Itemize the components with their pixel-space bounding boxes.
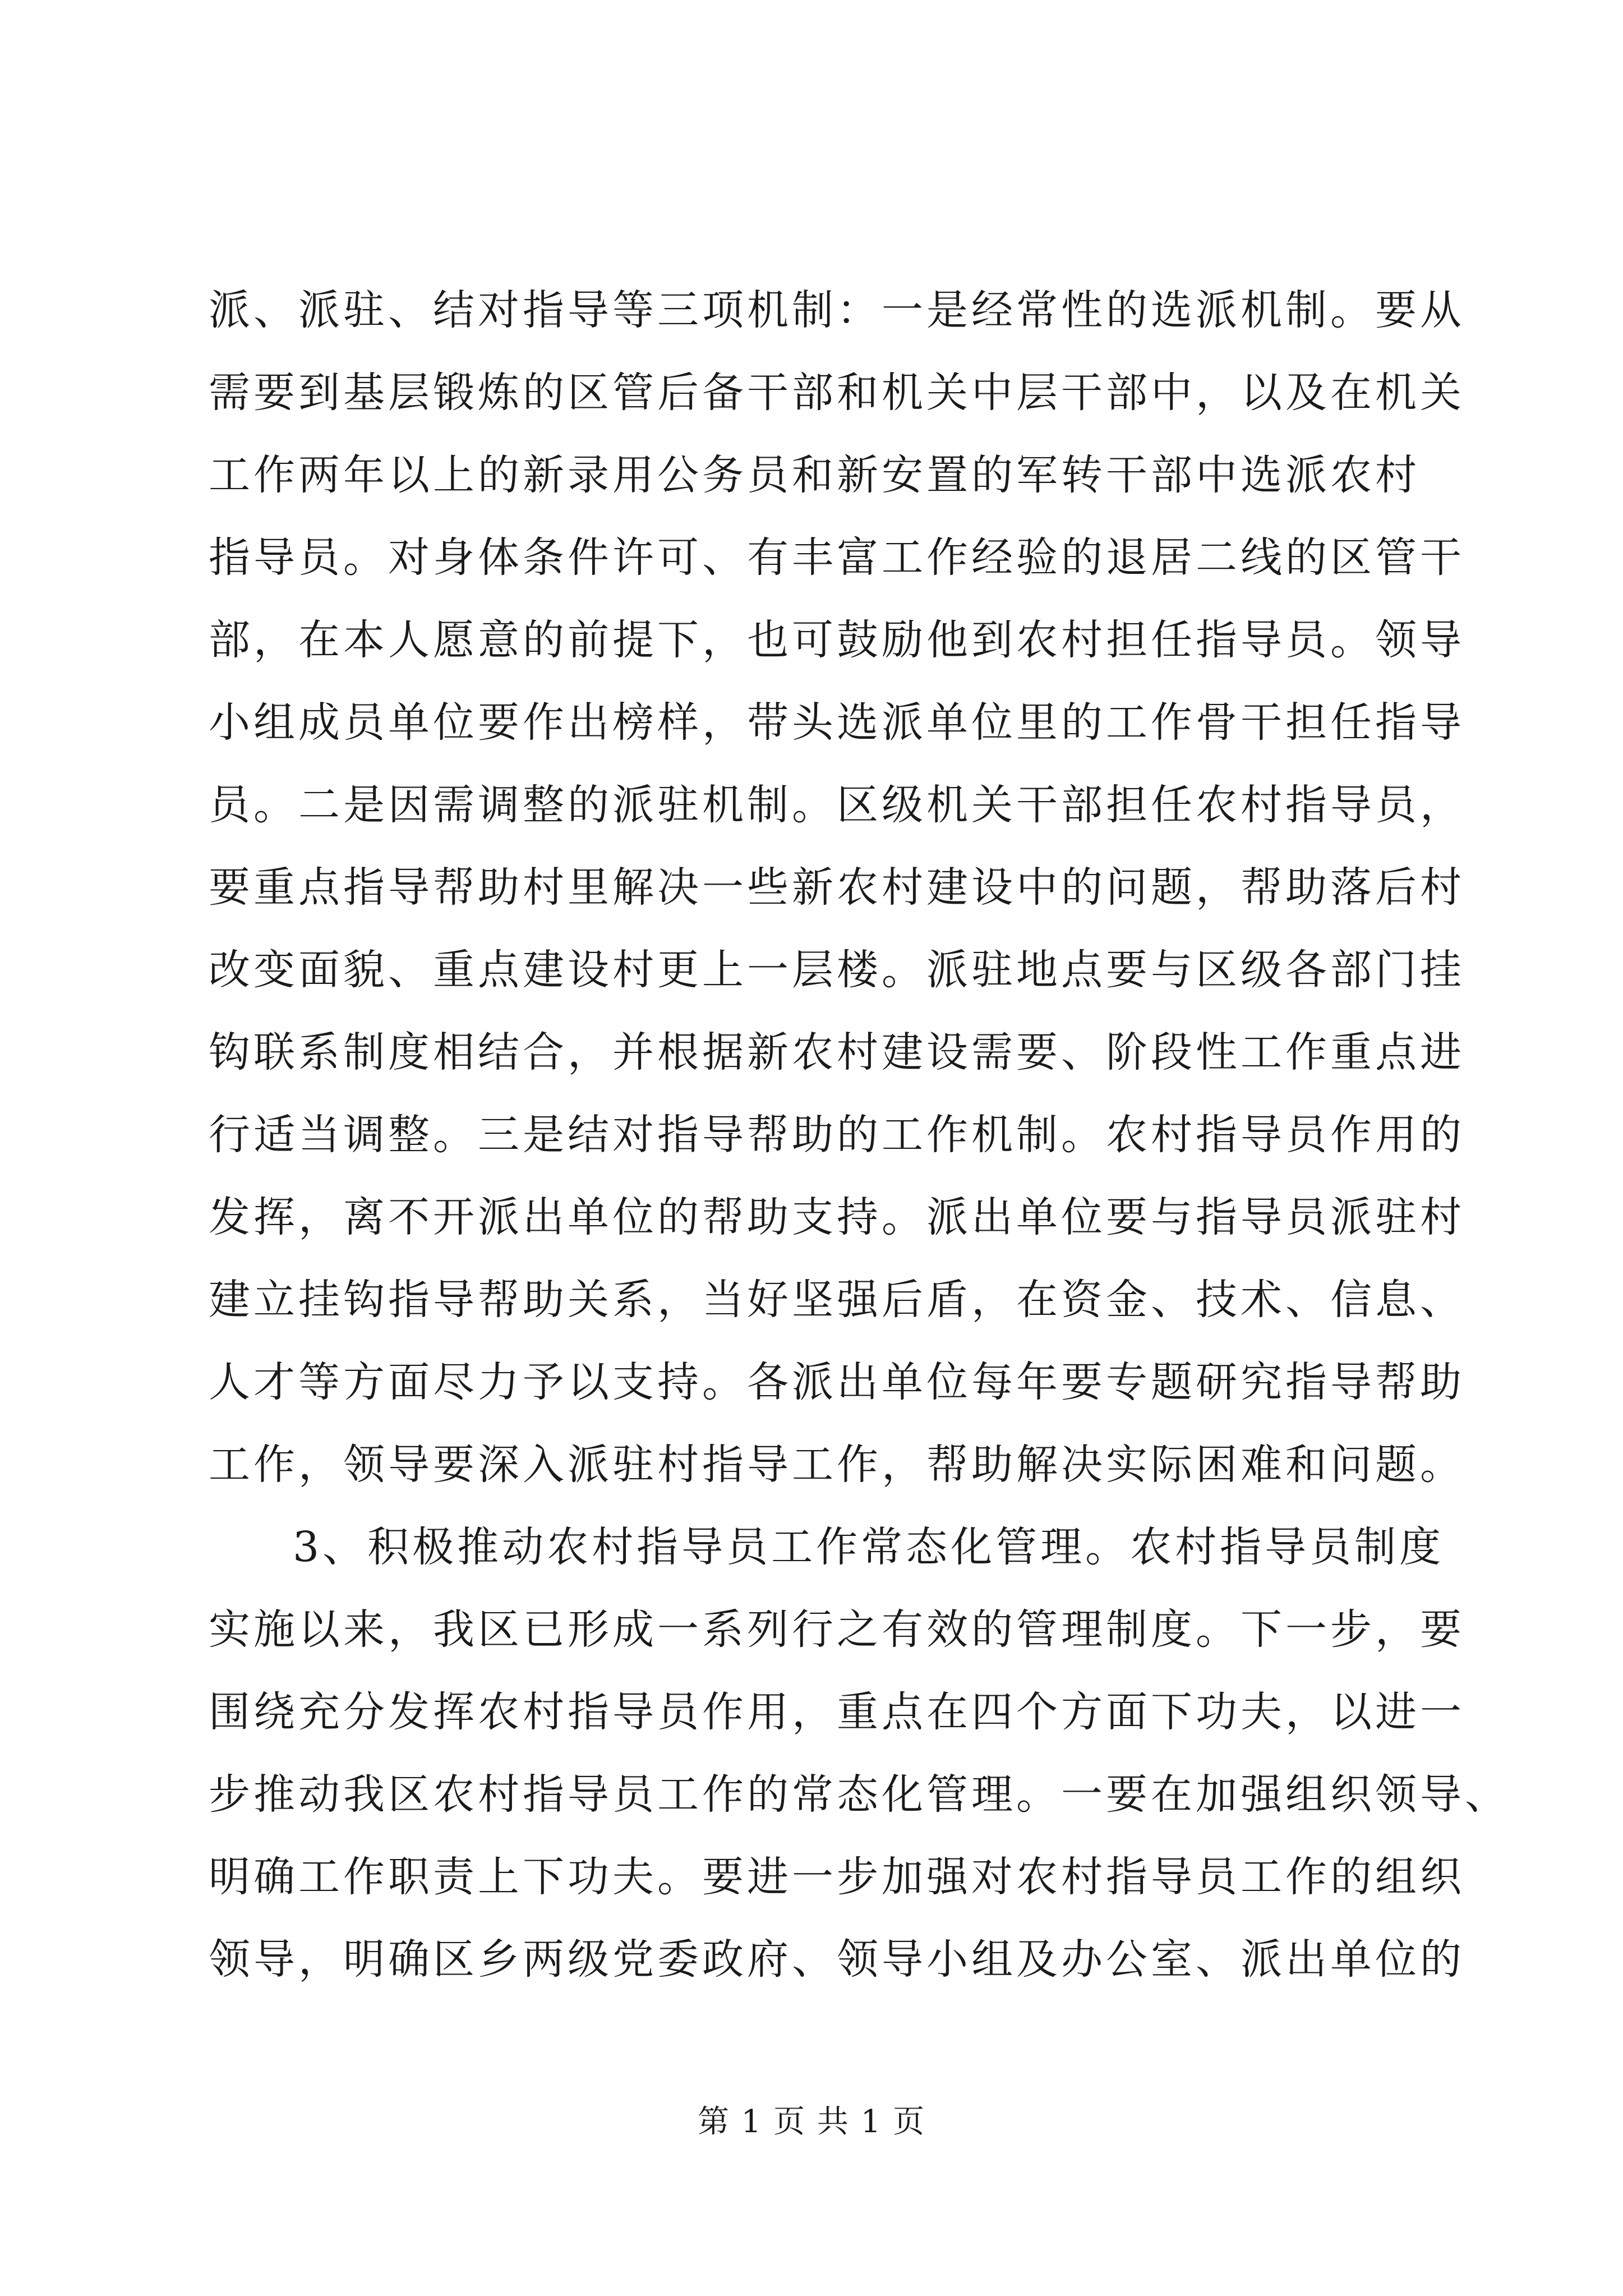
document-body bbox=[209, 269, 1510, 2001]
text-line: 3、积极推动农村指导员工作常态化管理。农村指导员制度 bbox=[293, 1523, 1445, 1571]
text-line: 行适当调整。三是结对指导帮助的工作机制。农村指导员作用的 bbox=[209, 1111, 1465, 1159]
text-line: 指导员。对身体条件许可、有丰富工作经验的退居二线的区管干 bbox=[209, 533, 1465, 582]
text-line: 小组成员单位要作出榜样，带头选派单位里的工作骨干担任指导 bbox=[209, 698, 1465, 747]
page-number-label: 第 1 页 共 1 页 bbox=[697, 2104, 926, 2140]
text-line: 明确工作职责上下功夫。要进一步加强对农村指导员工作的组织 bbox=[209, 1853, 1465, 1901]
text-line: 工作，领导要深入派驻村指导工作，帮助解决实际困难和问题。 bbox=[209, 1441, 1465, 1489]
page-footer bbox=[0, 2097, 1623, 2142]
text-line: 改变面貌、重点建设村更上一层楼。派驻地点要与区级各部门挂 bbox=[209, 946, 1465, 994]
text-line: 派、派驻、结对指导等三项机制：一是经常性的选派机制。要从 bbox=[209, 286, 1465, 334]
text-line: 部，在本人愿意的前提下，也可鼓励他到农村担任指导员。领导 bbox=[209, 616, 1465, 664]
text-line: 需要到基层锻炼的区管后备干部和机关中层干部中，以及在机关 bbox=[209, 369, 1465, 417]
text-line: 围绕充分发挥农村指导员作用，重点在四个方面下功夫，以进一 bbox=[209, 1688, 1465, 1736]
text-line: 工作两年以上的新录用公务员和新安置的军转干部中选派农村 bbox=[209, 451, 1420, 499]
text-line: 人才等方面尽力予以支持。各派出单位每年要专题研究指导帮助 bbox=[209, 1358, 1465, 1406]
text-line: 发挥，离不开派出单位的帮助支持。派出单位要与指导员派驻村 bbox=[209, 1193, 1465, 1241]
text-line: 步推动我区农村指导员工作的常态化管理。一要在加强组织领导、 bbox=[209, 1770, 1510, 1819]
text-line: 要重点指导帮助村里解决一些新农村建设中的问题，帮助落后村 bbox=[209, 863, 1465, 912]
text-line: 员。二是因需调整的派驻机制。区级机关干部担任农村指导员， bbox=[209, 781, 1465, 829]
text-line: 领导，明确区乡两级党委政府、领导小组及办公室、派出单位的 bbox=[209, 1935, 1465, 1984]
text-line: 实施以来，我区已形成一系列行之有效的管理制度。下一步，要 bbox=[209, 1605, 1465, 1654]
text-line: 建立挂钩指导帮助关系，当好坚强后盾，在资金、技术、信息、 bbox=[209, 1276, 1465, 1324]
text-line: 钩联系制度相结合，并根据新农村建设需要、阶段性工作重点进 bbox=[209, 1028, 1465, 1076]
